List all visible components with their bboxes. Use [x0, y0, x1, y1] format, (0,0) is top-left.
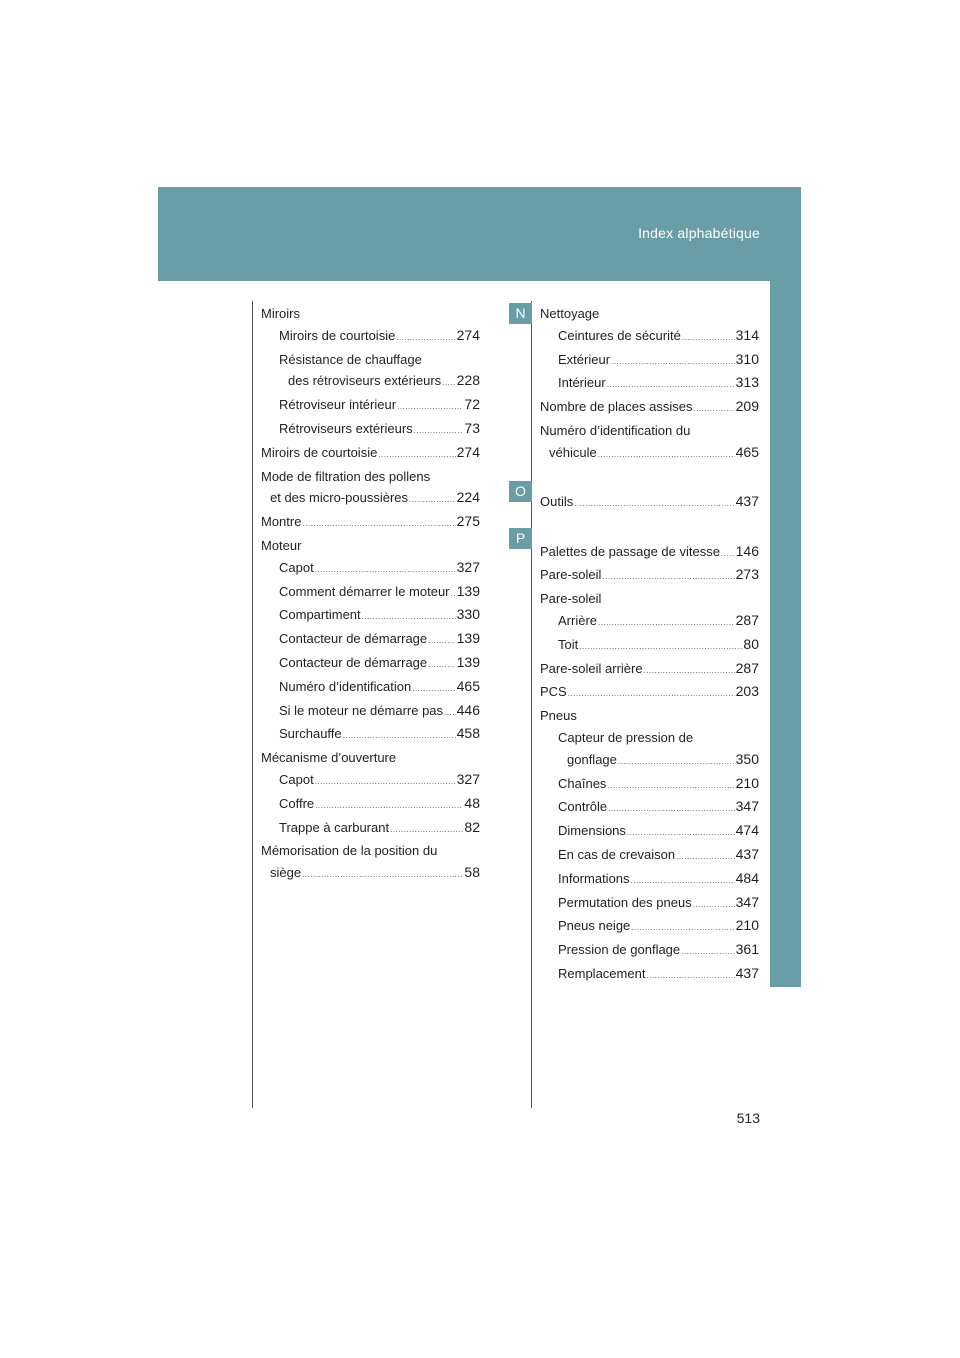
header-band	[158, 187, 801, 281]
index-term: Extérieur	[558, 351, 611, 367]
index-term: Mode de filtration des pollens	[261, 468, 431, 484]
index-entry	[540, 892, 759, 916]
dot-leader	[378, 444, 455, 466]
dot-leader	[579, 636, 742, 658]
index-term: Remplacement	[558, 965, 646, 981]
side-thumb-tab	[770, 281, 801, 987]
page-reference: 314	[735, 326, 759, 343]
letter-badge-p: P	[509, 528, 532, 549]
index-term: Capot	[279, 559, 314, 575]
page-reference: 80	[743, 635, 759, 652]
index-term: Pare-soleil	[540, 591, 602, 607]
index-entry	[261, 747, 480, 769]
index-entry	[540, 610, 759, 634]
index-entry	[261, 442, 480, 466]
page-reference: 275	[456, 513, 480, 530]
index-term: gonflage	[567, 751, 617, 767]
index-entry	[261, 862, 480, 886]
dot-leader	[627, 822, 735, 844]
index-entry	[540, 749, 759, 773]
index-term: Rétroviseur intérieur	[279, 397, 397, 413]
page-reference: 72	[464, 396, 480, 413]
index-term: Trappe à carburant	[279, 819, 390, 835]
page-reference: 58	[464, 864, 480, 881]
index-entry	[540, 634, 759, 658]
index-term: Arrière	[558, 612, 598, 628]
column-divider-left	[252, 301, 253, 1108]
index-entry	[261, 793, 480, 817]
dot-leader	[693, 894, 735, 916]
page-reference: 146	[735, 542, 759, 559]
page-reference: 446	[456, 701, 480, 718]
dot-leader	[646, 965, 734, 987]
page-reference: 139	[456, 630, 480, 647]
dot-leader	[644, 660, 735, 682]
index-entry	[540, 349, 759, 373]
index-term: Numéro d’identification du	[540, 422, 691, 438]
section-title: Index alphabétique	[638, 225, 760, 241]
index-entry	[540, 303, 759, 325]
dot-leader	[343, 725, 456, 747]
index-entry	[261, 370, 480, 394]
index-entry	[540, 963, 759, 987]
index-term: Contrôle	[558, 799, 608, 815]
index-term: Contacteur de démarrage	[279, 631, 428, 647]
dot-leader	[302, 864, 463, 886]
index-term: Pare-soleil	[540, 567, 602, 583]
page-reference: 484	[735, 869, 759, 886]
index-entry	[261, 769, 480, 793]
index-term: Mécanisme d’ouverture	[261, 750, 397, 766]
index-term: Comment démarrer le moteur	[279, 583, 450, 599]
index-term: Permutation des pneus	[558, 894, 692, 910]
index-entry	[540, 564, 759, 588]
dot-leader	[390, 819, 463, 841]
index-entry	[261, 652, 480, 676]
letter-badge-n: N	[509, 303, 532, 324]
index-term: Moteur	[261, 537, 302, 553]
index-term: Capot	[279, 771, 314, 787]
dot-leader	[631, 917, 734, 939]
dot-leader	[444, 702, 456, 724]
index-term: Intérieur	[558, 375, 606, 391]
page-reference: 437	[735, 845, 759, 862]
index-term: Pression de gonflage	[558, 942, 681, 958]
page-reference: 139	[456, 653, 480, 670]
dot-leader	[631, 870, 735, 892]
index-entry	[261, 418, 480, 442]
dot-leader	[693, 398, 734, 420]
page-reference: 274	[456, 443, 480, 460]
page-reference: 437	[735, 493, 759, 510]
index-term: Rétroviseurs extérieurs	[279, 420, 413, 436]
index-entry	[540, 844, 759, 868]
index-entry	[540, 939, 759, 963]
index-entry	[540, 868, 759, 892]
page-reference: 139	[456, 582, 480, 599]
index-term: Compartiment	[279, 607, 361, 623]
page-reference: 327	[456, 558, 480, 575]
index-term: siège	[270, 865, 302, 881]
dot-leader	[618, 751, 735, 773]
dot-leader	[721, 543, 735, 565]
index-term: Numéro d’identification	[279, 678, 412, 694]
dot-leader	[414, 420, 464, 442]
page-reference: 327	[456, 770, 480, 787]
letter-badge-o: O	[509, 481, 532, 502]
dot-leader	[315, 771, 456, 793]
index-entry	[540, 396, 759, 420]
index-term: Mémorisation de la position du	[261, 843, 438, 859]
index-term: véhicule	[549, 444, 597, 460]
index-term: Miroirs de courtoisie	[279, 327, 396, 343]
dot-leader	[442, 372, 455, 394]
index-entry	[540, 796, 759, 820]
dot-leader	[409, 489, 456, 511]
page-reference: 330	[456, 606, 480, 623]
index-entry	[261, 700, 480, 724]
index-entry	[540, 773, 759, 797]
index-entry	[261, 557, 480, 581]
index-term: et des micro-poussières	[270, 490, 408, 506]
page-reference: 347	[735, 893, 759, 910]
index-entry	[261, 535, 480, 557]
page-reference: 350	[735, 750, 759, 767]
index-entry	[540, 658, 759, 682]
index-term: Toit	[558, 636, 579, 652]
dot-leader	[451, 583, 456, 605]
dot-leader	[428, 630, 455, 652]
page-reference: 437	[735, 964, 759, 981]
index-entry	[261, 604, 480, 628]
page-reference: 474	[735, 822, 759, 839]
index-entry	[261, 817, 480, 841]
page-reference: 274	[456, 326, 480, 343]
page-reference: 465	[735, 443, 759, 460]
index-entry	[261, 511, 480, 535]
index-entry	[261, 581, 480, 605]
index-entry	[261, 676, 480, 700]
dot-leader	[676, 846, 735, 868]
index-entry	[261, 840, 480, 862]
dot-leader	[315, 795, 463, 817]
page-number: 513	[736, 1110, 760, 1126]
dot-leader	[682, 327, 735, 349]
index-entry	[261, 723, 480, 747]
dot-leader	[397, 396, 463, 418]
page-reference: 465	[456, 677, 480, 694]
index-term: Capteur de pression de	[558, 729, 694, 745]
dot-leader	[574, 493, 734, 515]
index-term: Pare-soleil arrière	[540, 660, 643, 676]
index-term: Pneus	[540, 708, 577, 724]
dot-leader	[681, 941, 734, 963]
page-reference: 287	[735, 611, 759, 628]
index-term: En cas de crevaison	[558, 846, 676, 862]
page-reference: 313	[735, 374, 759, 391]
index-entry	[540, 325, 759, 349]
dot-leader	[607, 374, 735, 396]
index-term: Nettoyage	[540, 306, 600, 321]
index-entry	[261, 466, 480, 488]
index-entry	[540, 681, 759, 705]
page-reference: 458	[456, 725, 480, 742]
index-entry	[540, 820, 759, 844]
index-entry	[540, 588, 759, 610]
index-entry	[540, 420, 759, 442]
page-reference: 210	[735, 917, 759, 934]
index-term: Miroirs	[261, 306, 300, 321]
dot-leader	[302, 513, 455, 535]
page-reference: 310	[735, 350, 759, 367]
dot-leader	[611, 351, 735, 373]
dot-leader	[598, 612, 735, 634]
index-term: Outils	[540, 494, 574, 510]
index-term: Nombre de places assises	[540, 399, 693, 415]
index-entry	[261, 303, 480, 325]
index-term: Pneus neige	[558, 918, 631, 934]
index-entry	[540, 442, 759, 466]
page-reference: 228	[456, 372, 480, 389]
index-term: Chaînes	[558, 775, 607, 791]
index-entry	[261, 487, 480, 511]
index-entry	[540, 372, 759, 396]
page-reference: 48	[464, 794, 480, 811]
page-reference: 287	[735, 659, 759, 676]
index-term: Palettes de passage de vitesse	[540, 543, 720, 559]
dot-leader	[602, 566, 734, 588]
index-term: PCS	[540, 684, 567, 700]
index-term: Dimensions	[558, 823, 626, 839]
index-column-right	[540, 303, 759, 987]
dot-leader	[607, 775, 734, 797]
page-reference: 347	[735, 798, 759, 815]
index-term: Informations	[558, 870, 630, 886]
index-entry	[540, 727, 759, 749]
index-term: Montre	[261, 514, 302, 530]
page-reference: 273	[735, 566, 759, 583]
dot-leader	[362, 606, 456, 628]
page-reference: 224	[456, 489, 480, 506]
index-term: Ceintures de sécurité	[558, 327, 681, 343]
dot-leader	[598, 444, 735, 466]
index-entry	[261, 349, 480, 371]
index-entry	[261, 325, 480, 349]
index-term: Contacteur de démarrage	[279, 654, 428, 670]
index-entry	[540, 541, 759, 565]
index-entry	[540, 491, 759, 515]
page-reference: 82	[464, 818, 480, 835]
index-term: des rétroviseurs extérieurs	[288, 373, 442, 389]
dot-leader	[428, 654, 455, 676]
index-entry	[540, 915, 759, 939]
index-entry	[261, 394, 480, 418]
index-column-left	[261, 303, 480, 886]
page-reference: 209	[735, 398, 759, 415]
page-reference: 73	[464, 419, 480, 436]
index-term: Surchauffe	[279, 726, 342, 742]
dot-leader	[315, 559, 456, 581]
page-reference: 361	[735, 941, 759, 958]
dot-leader	[608, 798, 735, 820]
page-reference: 210	[735, 774, 759, 791]
dot-leader	[412, 678, 455, 700]
page-reference: 203	[735, 683, 759, 700]
index-term: Miroirs de courtoisie	[261, 444, 378, 460]
index-term: Coffre	[279, 795, 315, 811]
index-entry	[261, 628, 480, 652]
index-term: Si le moteur ne démarre pas	[279, 702, 444, 718]
index-term: Résistance de chauffage	[279, 351, 422, 367]
dot-leader	[396, 327, 455, 349]
dot-leader	[568, 683, 735, 705]
index-entry	[540, 705, 759, 727]
column-divider-right	[531, 301, 532, 1108]
